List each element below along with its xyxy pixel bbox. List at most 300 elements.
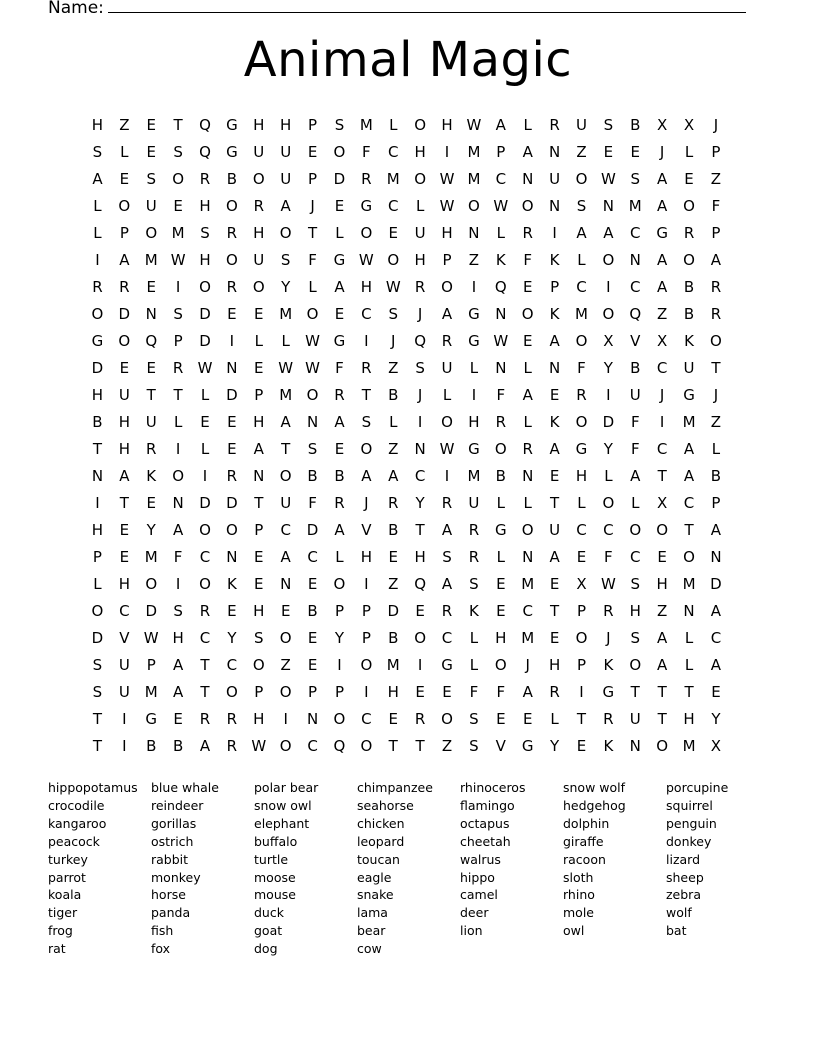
grid-letter[interactable]: T [576,710,587,728]
grid-letter[interactable]: B [683,278,695,296]
grid-letter[interactable]: H [253,224,265,242]
grid-letter[interactable]: M [467,467,481,485]
grid-letter[interactable]: C [603,521,614,539]
grid-letter[interactable]: P [711,494,721,512]
grid-letter[interactable]: L [684,656,694,674]
grid-letter[interactable]: R [522,440,533,458]
grid-letter[interactable]: O [199,521,211,539]
grid-letter[interactable]: Y [550,737,560,755]
grid-letter[interactable]: A [630,467,641,485]
grid-letter[interactable]: D [226,386,238,404]
grid-letter[interactable]: O [629,656,642,674]
grid-letter[interactable]: I [95,251,100,269]
grid-letter[interactable]: Q [414,575,427,593]
grid-letter[interactable]: P [308,683,318,701]
grid-letter[interactable]: O [575,332,588,350]
grid-letter[interactable]: E [307,575,318,593]
grid-letter[interactable]: E [146,116,156,134]
grid-letter[interactable]: I [471,278,477,296]
grid-letter[interactable]: S [173,602,183,620]
grid-letter[interactable]: Q [199,116,211,134]
grid-letter[interactable]: D [145,602,157,620]
grid-letter[interactable]: A [657,656,668,674]
grid-letter[interactable]: E [119,359,130,377]
grid-letter[interactable]: R [226,467,238,485]
grid-letter[interactable]: D [91,629,104,647]
grid-letter[interactable]: E [307,656,318,674]
grid-letter[interactable]: A [683,467,695,485]
grid-letter[interactable]: E [603,143,614,161]
grid-letter[interactable]: O [414,116,427,134]
grid-letter[interactable]: Z [657,602,668,620]
grid-letter[interactable]: S [630,629,641,647]
grid-letter[interactable]: P [334,683,344,701]
grid-letter[interactable]: L [93,224,102,242]
grid-letter[interactable]: K [146,467,157,485]
grid-letter[interactable]: A [522,143,533,161]
grid-letter[interactable]: C [226,656,238,674]
grid-letter[interactable]: D [118,305,131,323]
grid-letter[interactable]: R [388,494,399,512]
grid-letter[interactable]: H [360,548,372,566]
grid-letter[interactable]: R [226,710,238,728]
grid-letter[interactable]: L [684,143,694,161]
grid-letter[interactable]: T [92,737,103,755]
grid-letter[interactable]: P [146,656,156,674]
grid-letter[interactable]: S [630,575,641,593]
grid-letter[interactable]: E [388,224,398,242]
grid-letter[interactable]: O [145,224,158,242]
grid-letter[interactable]: M [682,737,696,755]
grid-letter[interactable]: E [254,359,264,377]
grid-letter[interactable]: I [364,332,369,350]
grid-letter[interactable]: G [145,710,158,728]
grid-letter[interactable]: G [602,683,615,701]
grid-letter[interactable]: S [92,683,103,701]
grid-letter[interactable]: A [172,656,184,674]
grid-letter[interactable]: O [602,305,615,323]
grid-letter[interactable]: E [549,386,560,404]
grid-letter[interactable]: L [577,494,586,512]
grid-letter[interactable]: A [441,521,453,539]
grid-letter[interactable]: N [226,359,238,377]
grid-letter[interactable]: F [173,548,183,566]
grid-letter[interactable]: Z [657,305,668,323]
grid-letter[interactable]: W [305,359,320,377]
grid-letter[interactable]: O [172,170,185,188]
grid-letter[interactable]: G [91,332,104,350]
grid-letter[interactable]: H [387,683,399,701]
grid-letter[interactable]: E [200,413,210,431]
grid-letter[interactable]: C [656,359,668,377]
grid-letter[interactable]: O [252,656,265,674]
grid-letter[interactable]: N [468,224,480,242]
grid-letter[interactable]: N [414,440,426,458]
grid-letter[interactable]: N [253,467,265,485]
grid-letter[interactable]: O [91,602,104,620]
grid-letter[interactable]: O [629,521,642,539]
grid-letter[interactable]: U [683,359,695,377]
grid-letter[interactable]: A [522,683,533,701]
grid-letter[interactable]: K [226,575,237,593]
grid-letter[interactable]: F [604,548,613,566]
grid-letter[interactable]: N [602,197,614,215]
grid-letter[interactable]: O [118,332,131,350]
grid-letter[interactable]: S [415,359,425,377]
grid-letter[interactable]: R [414,710,426,728]
grid-letter[interactable]: J [417,386,423,404]
grid-letter[interactable]: O [225,521,238,539]
grid-letter[interactable]: S [630,170,641,188]
grid-letter[interactable]: W [493,332,509,350]
grid-letter[interactable]: I [444,143,450,161]
grid-letter[interactable]: J [391,332,396,350]
grid-letter[interactable]: O [441,710,453,728]
grid-letter[interactable]: L [389,116,398,134]
grid-letter[interactable]: Z [280,656,291,674]
grid-letter[interactable]: O [279,737,292,755]
grid-letter[interactable]: M [682,575,696,593]
grid-letter[interactable]: O [710,332,722,350]
grid-letter[interactable]: K [549,251,560,269]
grid-letter[interactable]: H [172,629,184,647]
grid-letter[interactable]: O [360,737,373,755]
grid-letter[interactable]: E [415,602,425,620]
grid-letter[interactable]: N [306,710,319,728]
grid-letter[interactable]: U [629,710,641,728]
grid-letter[interactable]: C [683,494,695,512]
grid-letter[interactable]: A [710,656,722,674]
grid-letter[interactable]: E [522,710,533,728]
grid-letter[interactable]: E [307,143,318,161]
grid-letter[interactable]: R [603,710,614,728]
grid-letter[interactable]: B [388,386,399,404]
grid-letter[interactable]: B [630,116,641,134]
grid-letter[interactable]: M [521,575,535,593]
grid-letter[interactable]: Z [468,251,480,269]
grid-letter[interactable]: O [333,143,346,161]
grid-letter[interactable]: T [361,386,371,404]
grid-letter[interactable]: O [306,305,319,323]
grid-letter[interactable]: R [603,602,614,620]
grid-letter[interactable]: O [602,494,615,512]
grid-letter[interactable]: I [122,737,127,755]
grid-letter[interactable]: J [713,116,719,134]
grid-letter[interactable]: I [364,575,369,593]
grid-letter[interactable]: A [710,251,722,269]
grid-letter[interactable]: B [495,467,506,485]
grid-letter[interactable]: C [361,710,372,728]
grid-letter[interactable]: B [710,467,722,485]
grid-letter[interactable]: H [414,251,426,269]
grid-letter[interactable]: S [173,143,183,161]
grid-letter[interactable]: P [442,251,452,269]
grid-letter[interactable]: S [173,305,183,323]
grid-letter[interactable]: W [251,737,267,755]
grid-letter[interactable]: U [629,386,641,404]
grid-letter[interactable]: O [118,197,131,215]
grid-letter[interactable]: O [683,251,695,269]
grid-letter[interactable]: S [334,116,345,134]
grid-letter[interactable]: G [575,440,588,458]
grid-letter[interactable]: D [199,332,211,350]
grid-letter[interactable]: S [603,116,614,134]
grid-letter[interactable]: C [710,629,722,647]
grid-letter[interactable]: J [417,305,423,323]
grid-letter[interactable]: P [496,143,506,161]
grid-letter[interactable]: E [173,710,183,728]
grid-letter[interactable]: L [523,494,532,512]
grid-letter[interactable]: O [575,629,588,647]
grid-letter[interactable]: L [200,386,210,404]
grid-letter[interactable]: P [711,143,721,161]
grid-letter[interactable]: A [199,737,211,755]
grid-letter[interactable]: O [172,467,185,485]
grid-letter[interactable]: W [170,251,186,269]
grid-letter[interactable]: O [521,197,534,215]
grid-letter[interactable]: T [307,224,318,242]
grid-letter[interactable]: D [226,494,238,512]
grid-letter[interactable]: D [199,494,211,512]
grid-letter[interactable]: P [550,278,560,296]
grid-letter[interactable]: L [684,629,694,647]
grid-letter[interactable]: M [386,656,400,674]
grid-letter[interactable]: K [468,602,479,620]
grid-letter[interactable]: S [92,656,103,674]
grid-letter[interactable]: R [522,224,533,242]
grid-letter[interactable]: O [225,197,238,215]
grid-letter[interactable]: D [199,305,211,323]
grid-letter[interactable]: O [225,251,238,269]
grid-letter[interactable]: G [521,737,534,755]
grid-letter[interactable]: L [173,413,183,431]
grid-letter[interactable]: S [92,143,103,161]
grid-letter[interactable]: R [468,548,480,566]
grid-letter[interactable]: O [279,467,292,485]
grid-letter[interactable]: J [713,386,719,404]
grid-letter[interactable]: P [576,602,586,620]
grid-letter[interactable]: N [226,548,238,566]
grid-letter[interactable]: T [711,359,721,377]
grid-letter[interactable]: T [684,683,694,701]
grid-letter[interactable]: U [549,521,561,539]
grid-letter[interactable]: L [711,440,721,458]
grid-letter[interactable]: B [630,359,641,377]
grid-letter[interactable]: E [576,548,587,566]
grid-letter[interactable]: R [199,170,211,188]
grid-letter[interactable]: T [173,116,183,134]
grid-letter[interactable]: M [144,683,158,701]
grid-letter[interactable]: C [522,602,533,620]
grid-letter[interactable]: E [227,413,237,431]
grid-letter[interactable]: G [494,521,507,539]
grid-letter[interactable]: H [199,251,211,269]
grid-letter[interactable]: L [389,413,398,431]
grid-letter[interactable]: B [683,305,695,323]
grid-letter[interactable]: U [468,494,480,512]
name-field[interactable] [48,0,746,18]
grid-letter[interactable]: E [227,305,237,323]
grid-letter[interactable]: F [335,359,344,377]
grid-letter[interactable]: R [226,224,238,242]
grid-letter[interactable]: R [441,332,453,350]
grid-letter[interactable]: W [466,116,482,134]
grid-letter[interactable]: O [602,251,615,269]
grid-letter[interactable]: Q [494,278,507,296]
grid-letter[interactable]: L [308,278,317,296]
grid-letter[interactable]: G [468,332,480,350]
grid-letter[interactable]: L [496,494,505,512]
grid-letter[interactable]: I [175,440,181,458]
grid-letter[interactable]: R [576,386,587,404]
grid-letter[interactable]: T [200,683,210,701]
grid-letter[interactable]: E [119,521,130,539]
grid-letter[interactable]: Z [441,737,453,755]
grid-letter[interactable]: R [172,359,184,377]
grid-letter[interactable]: Q [333,737,346,755]
grid-letter[interactable]: E [146,359,156,377]
grid-letter[interactable]: N [145,305,157,323]
grid-letter[interactable]: L [577,251,586,269]
grid-letter[interactable]: P [92,548,102,566]
grid-letter[interactable]: R [710,305,722,323]
grid-letter[interactable]: N [91,467,104,485]
grid-letter[interactable]: L [335,548,344,566]
grid-letter[interactable]: T [657,467,667,485]
grid-letter[interactable]: M [144,251,158,269]
grid-letter[interactable]: A [710,521,722,539]
grid-letter[interactable]: L [200,440,210,458]
grid-letter[interactable]: R [441,602,453,620]
grid-letter[interactable]: G [333,332,346,350]
grid-letter[interactable]: A [119,251,130,269]
grid-letter[interactable]: A [576,224,587,242]
grid-letter[interactable]: P [254,386,264,404]
grid-letter[interactable]: H [253,413,265,431]
grid-letter[interactable]: O [252,278,265,296]
grid-letter[interactable]: T [200,656,210,674]
grid-letter[interactable]: R [361,359,372,377]
grid-letter[interactable]: R [683,224,695,242]
grid-letter[interactable]: T [92,440,103,458]
grid-letter[interactable]: M [386,170,400,188]
grid-letter[interactable]: R [146,440,157,458]
grid-letter[interactable]: O [575,170,588,188]
grid-letter[interactable]: I [229,332,235,350]
grid-letter[interactable]: H [441,224,453,242]
grid-letter[interactable]: D [387,602,400,620]
grid-letter[interactable]: Y [603,440,613,458]
grid-letter[interactable]: S [280,251,291,269]
grid-letter[interactable]: H [441,116,453,134]
grid-letter[interactable]: L [550,710,559,728]
grid-letter[interactable]: T [119,494,129,512]
grid-letter[interactable]: R [199,710,211,728]
grid-letter[interactable]: A [549,548,560,566]
grid-letter[interactable]: O [683,548,695,566]
grid-letter[interactable]: C [199,629,211,647]
grid-letter[interactable]: P [308,116,318,134]
grid-letter[interactable]: A [522,386,533,404]
grid-letter[interactable]: N [172,494,184,512]
grid-letter[interactable]: R [199,602,211,620]
grid-letter[interactable]: E [684,170,694,188]
grid-letter[interactable]: E [280,602,291,620]
grid-letter[interactable]: W [305,332,320,350]
grid-letter[interactable]: V [361,521,372,539]
grid-letter[interactable]: O [279,224,292,242]
grid-letter[interactable]: E [307,629,318,647]
grid-letter[interactable]: H [629,602,641,620]
grid-letter[interactable]: P [254,521,264,539]
grid-letter[interactable]: C [576,278,587,296]
grid-letter[interactable]: Z [576,143,587,161]
grid-letter[interactable]: A [253,440,264,458]
grid-letter[interactable]: G [441,656,453,674]
grid-letter[interactable]: J [525,656,530,674]
grid-letter[interactable]: A [441,305,453,323]
grid-letter[interactable]: D [333,170,346,188]
grid-letter[interactable]: Z [119,116,130,134]
grid-letter[interactable]: E [630,143,640,161]
grid-letter[interactable]: U [118,386,130,404]
grid-letter[interactable]: R [495,413,507,431]
grid-letter[interactable]: E [146,143,156,161]
grid-letter[interactable]: M [628,197,642,215]
grid-letter[interactable]: A [280,548,291,566]
grid-letter[interactable]: O [441,413,453,431]
grid-letter[interactable]: A [657,197,668,215]
grid-letter[interactable]: I [579,683,584,701]
grid-letter[interactable]: N [522,467,534,485]
grid-letter[interactable]: R [334,494,345,512]
grid-letter[interactable]: P [173,332,183,350]
grid-letter[interactable]: H [548,656,561,674]
grid-letter[interactable]: E [496,710,506,728]
grid-letter[interactable]: U [414,224,426,242]
grid-letter[interactable]: T [388,737,398,755]
grid-letter[interactable]: E [442,683,452,701]
grid-letter[interactable]: Q [199,143,211,161]
grid-letter[interactable]: C [388,143,399,161]
grid-letter[interactable]: I [444,467,450,485]
grid-letter[interactable]: N [522,548,534,566]
grid-letter[interactable]: U [118,683,130,701]
grid-letter[interactable]: M [144,548,158,566]
grid-letter[interactable]: R [710,278,722,296]
grid-letter[interactable]: C [119,602,130,620]
grid-letter[interactable]: Q [145,332,158,350]
grid-letter[interactable]: R [549,116,560,134]
grid-letter[interactable]: E [657,548,667,566]
grid-letter[interactable]: H [414,143,426,161]
grid-letter[interactable]: G [683,386,695,404]
grid-letter[interactable]: A [361,467,372,485]
grid-letter[interactable]: A [441,575,453,593]
grid-letter[interactable]: N [683,602,695,620]
grid-letter[interactable]: H [360,278,372,296]
grid-letter[interactable]: O [414,629,427,647]
grid-letter[interactable]: W [358,251,374,269]
grid-letter[interactable]: E [388,710,398,728]
grid-letter[interactable]: N [495,359,507,377]
grid-letter[interactable]: U [253,143,265,161]
grid-letter[interactable]: F [308,251,317,269]
grid-letter[interactable]: O [521,521,534,539]
grid-letter[interactable]: U [280,170,292,188]
grid-letter[interactable]: M [467,170,481,188]
grid-letter[interactable]: K [603,656,614,674]
